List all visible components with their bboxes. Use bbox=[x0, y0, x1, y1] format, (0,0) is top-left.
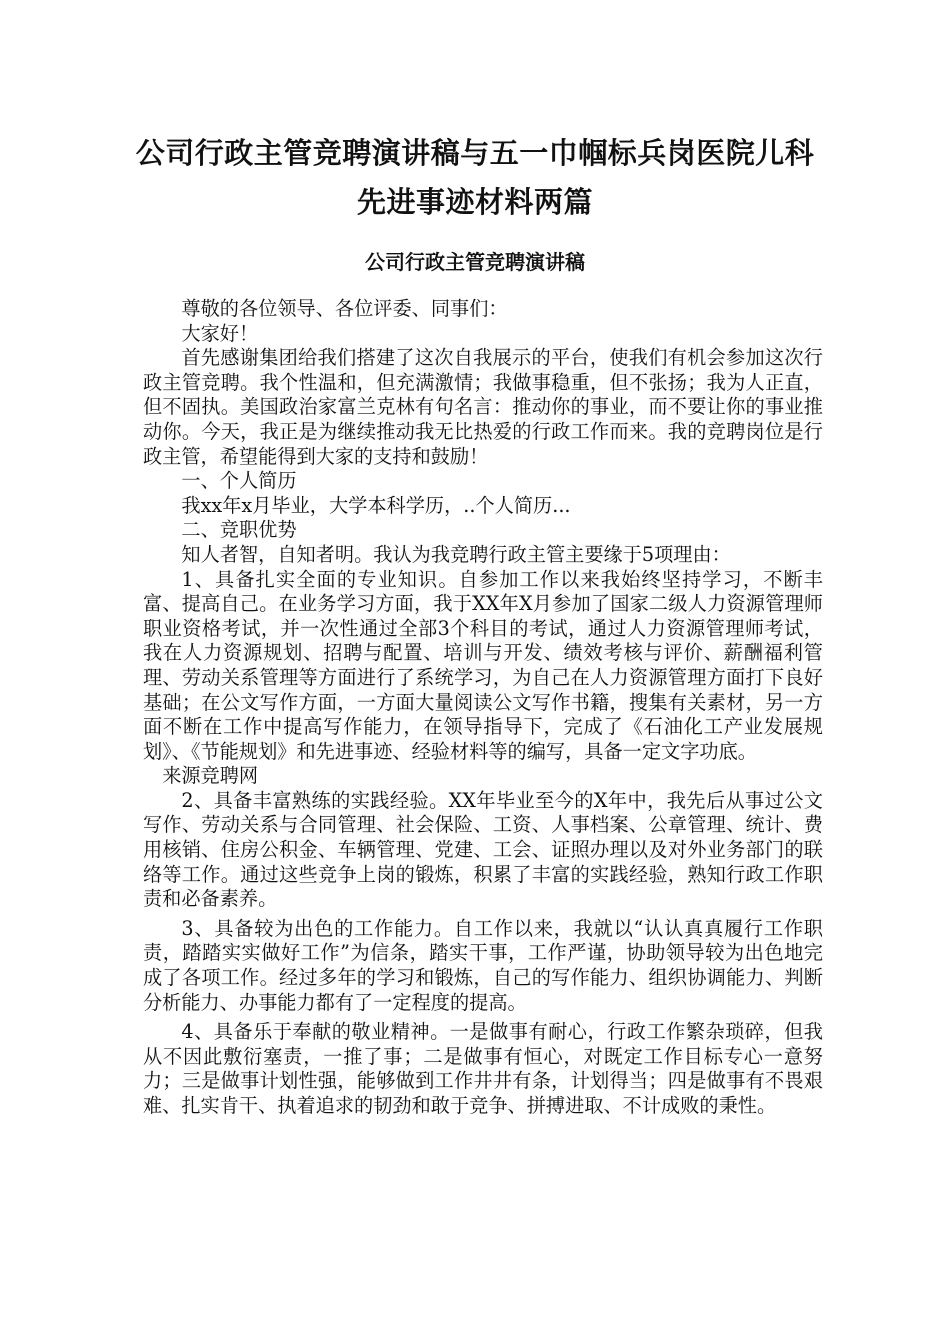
paragraph-point-1: 1、具备扎实全面的专业知识。自参加工作以来我始终坚持学习，不断丰富、提高自己。在业务学习方面，我于XX年X月参加了国家二级人力资源管理师职业资格考试，并一次性通过全部3个科目的考试，通过人力资源管理师考试，我在人力资源规划、招聘与配置、培训与开发、绩效考核与评价、薪酬福利管理、劳动关系管理等方面进行了系统学习，为自己在人力资源管理方面打下良好基础；在公文写作方面，一方面大量阅读公文写作书籍，搜集有关素材，另一方面不断在工作中提高写作能力，在领导指导下，完成了《石油化工产业发展规划》、《节能规划》和先进事迹、经验材料等的编写，具备一定文字功底。 bbox=[143, 567, 823, 763]
heading-resume: 一、个人简历 bbox=[181, 469, 297, 493]
paragraph-greeting: 大家好！ bbox=[181, 321, 259, 345]
paragraph-intro: 首先感谢集团给我们搭建了这次自我展示的平台，使我们有机会参加这次行政主管竞聘。我个性温和，但充满激情；我做事稳重，但不张扬；我为人正直，但不固执。美国政治家富兰克林有句名言：推动你的事业，而不要让你的事业推动你。今天，我正是为继续推动我无比热爱的行政工作而来。我的竞聘岗位是行政主管，希望能得到大家的支持和鼓励！ bbox=[143, 346, 823, 468]
document-body bbox=[143, 297, 823, 1119]
heading-advantages: 二、竞职优势 bbox=[181, 518, 297, 542]
paragraph-point-2: 2、具备丰富熟练的实践经验。XX年毕业至今的X年中，我先后从事过公文写作、劳动关系与合同管理、社会保险、工资、人事档案、公章管理、统计、费用核销、住房公积金、车辆管理、党建、工会、证照办理以及对外业务部门的联络等工作。通过这些竞争上岗的锻炼，积累了丰富的实践经验，熟知行政工作职责和必备素养。 bbox=[143, 788, 823, 911]
paragraph-point-4: 4、具备乐于奉献的敬业精神。一是做事有耐心，行政工作繁杂琐碎，但我从不因此敷衍塞责，一推了事；二是做事有恒心，对既定工作目标专心一意努力；三是做事计划性强，能够做到工作井井有条，计划得当；四是做事有不畏艰难、扎实肯干、执着追求的韧劲和敢于竞争、拼搏进取、不计成败的秉性。 bbox=[143, 1020, 823, 1117]
paragraph-resume: 我xx年x月毕业，大学本科学历，..个人简历... bbox=[181, 493, 571, 517]
paragraph-source: 来源竞聘网 bbox=[162, 764, 259, 788]
paragraph-advantages-intro: 知人者智，自知者明。我认为我竞聘行政主管主要缘于5项理由： bbox=[181, 542, 731, 566]
document-title-line-1: 公司行政主管竞聘演讲稿与五一巾帼标兵岗医院儿科 bbox=[135, 136, 815, 170]
paragraph-point-3: 3、具备较为出色的工作能力。自工作以来，我就以“认认真真履行工作职责，踏踏实实做好工作”为信条，踏实干事，工作严谨，协助领导较为出色地完成了各项工作。经过多年的学习和锻炼，自己的写作能力、组织协调能力、判断分析能力、办事能力都有了一定程度的提高。 bbox=[143, 916, 823, 1014]
document-title-line-2: 先进事迹材料两篇 bbox=[356, 185, 593, 219]
section-title: 公司行政主管竞聘演讲稿 bbox=[365, 250, 585, 274]
paragraph-salutation: 尊敬的各位领导、各位评委、同事们： bbox=[181, 297, 508, 320]
